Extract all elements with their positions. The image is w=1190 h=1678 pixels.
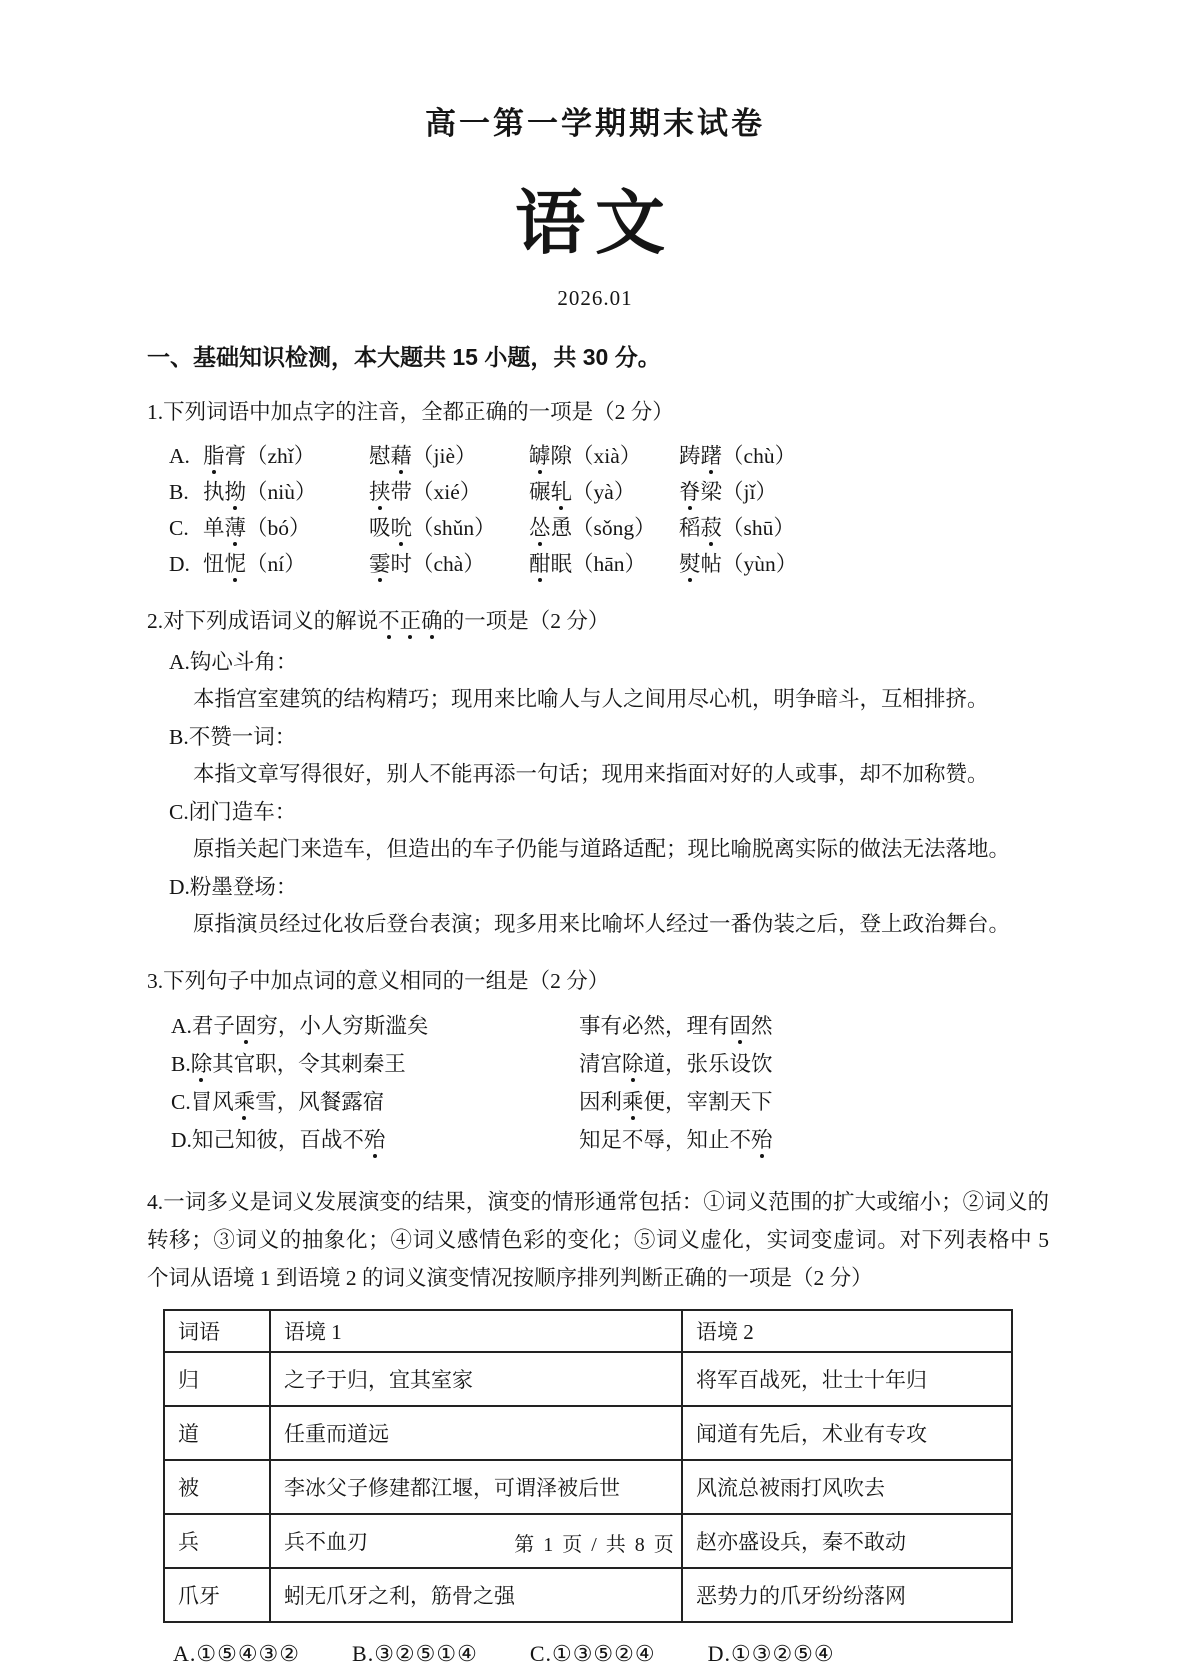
q1-word-d1: 忸怩（ní） [203,552,306,576]
q3-option-a-right: 事有必然，理有固然 [579,1014,773,1038]
q4-cell-word: 爪牙 [164,1568,270,1622]
question-3-options [147,1007,1049,1159]
q4-cell-word: 归 [164,1352,270,1406]
question-1-options [169,438,1049,582]
q4-cell-context2: 风流总被雨打风吹去 [682,1460,1012,1514]
q3-option-d-right: 知足不辱，知止不殆 [579,1128,773,1152]
q1-word-b3: 碾轧（yà） [529,480,636,504]
q1-word-b1: 执拗（niù） [203,480,317,504]
q4-cell-context2: 闻道有先后，术业有专攻 [682,1406,1012,1460]
q1-word-a4: 踌躇（chù） [679,444,797,468]
q4-answer-options [173,1641,1049,1667]
q3-option-a-left: A.君子固穷，小人穷斯滥矣 [171,1014,429,1038]
q1-option-label-a: A. [169,444,190,468]
q1-word-a3: 罅隙（xià） [529,444,642,468]
question-2-options [147,645,1049,942]
q4-cell-context1: 任重而道远 [270,1406,682,1460]
q3-option-row-c [171,1083,1049,1121]
q4-table-row-gui [164,1352,1012,1406]
q2-option-label-c: C.闭门造车： [169,800,297,824]
q1-word-d2: 霎时（chà） [369,552,485,576]
page-number: 第 1 页 / 共 8 页 [514,1534,676,1556]
q1-word-d4: 熨帖（yùn） [679,552,798,576]
q4-answer-d: D.①③②⑤④ [707,1641,835,1666]
question-2-stem: 2.对下列成语词义的解说不正确的一项是（2 分） [147,609,610,633]
q4-cell-context1: 之子于归，宜其室家 [270,1352,682,1406]
question-4-stem: 4.一词多义是词义发展演变的结果，演变的情形通常包括：①词义范围的扩大或缩小；②词义的转移；③词义的抽象化；④词义感情色彩的变化；⑤词义虚化，实词变虚词。对下列表格中 5 个词从语境 1 到语境 2 的词义演变情况按顺序排列判断正确的一项是（2 分） [147,1190,1049,1290]
q3-option-b-right: 清宫除道，张乐设饮 [579,1052,773,1076]
exam-title: 高一第一学期期末试卷 [425,106,765,141]
q1-word-c4: 稻菽（shū） [679,516,795,540]
q4-cell-word: 兵 [164,1514,270,1568]
q4-table-row-bei [164,1460,1012,1514]
q4-answer-b: B.③②⑤①④ [352,1641,478,1666]
q4-cell-word: 道 [164,1406,270,1460]
q4-cell-context2: 恶势力的爪牙纷纷落网 [682,1568,1012,1622]
q1-option-label-d: D. [169,552,190,576]
q4-cell-context1: 李冰父子修建都江堰，可谓泽被后世 [270,1460,682,1514]
q1-word-c2: 吸吮（shǔn） [369,516,496,540]
exam-body [147,341,1049,1667]
q2-option-label-b: B.不赞一词： [169,725,297,749]
q1-word-b2: 挟带（xié） [369,480,482,504]
question-1-stem: 1.下列词语中加点字的注音，全都正确的一项是（2 分） [147,400,674,424]
exam-date: 2026.01 [557,286,633,310]
q3-option-c-right: 因利乘便，宰割天下 [579,1090,773,1114]
q4-cell-word: 被 [164,1460,270,1514]
q4-header-context1: 语境 1 [270,1310,682,1352]
q3-option-d-left: D.知己知彼，百战不殆 [171,1128,386,1152]
section-1-heading: 一、基础知识检测，本大题共 15 小题，共 30 分。 [147,344,661,370]
q1-option-label-b: B. [169,480,189,504]
q4-cell-context2: 赵亦盛设兵，秦不敢动 [682,1514,1012,1568]
q1-option-row-c [169,510,1049,546]
q2-option-label-d: D.粉墨登场： [169,875,298,899]
q2-option-label-a: A.钩心斗角： [169,650,298,674]
q3-option-b-left: B.除其官职，令其刺秦王 [171,1052,406,1076]
question-3-stem: 3.下列句子中加点词的意义相同的一组是（2 分） [147,969,610,993]
q1-word-d3: 酣眠（hān） [529,552,647,576]
q4-table-header-row [164,1310,1012,1352]
q4-cell-context2: 将军百战死，壮士十年归 [682,1352,1012,1406]
q3-option-row-d [171,1121,1049,1159]
q2-option-text-b: 本指文章写得很好，别人不能再添一句话；现用来指面对好的人或事，却不加称赞。 [193,762,989,786]
q1-word-a2: 慰藉（jiè） [369,444,477,468]
q1-word-c3: 怂恿（sǒng） [529,516,656,540]
q4-answer-c: C.①③⑤②④ [529,1641,656,1666]
q4-word-table [163,1309,1013,1623]
q1-word-a1: 脂膏（zhǐ） [203,444,316,468]
q2-option-text-d: 原指演员经过化妆后登台表演；现多用来比喻坏人经过一番伪装之后，登上政治舞台。 [193,912,1011,936]
q4-table-row-zhaoya [164,1568,1012,1622]
q1-word-c1: 单薄（bó） [203,516,311,540]
subject-title: 语文 [515,186,675,263]
q2-option-text-c: 原指关起门来造车，但造出的车子仍能与道路适配；现比喻脱离实际的做法无法落地。 [193,837,1011,861]
q1-option-row-b [169,474,1049,510]
q4-header-context2: 语境 2 [682,1310,1012,1352]
q1-option-row-d [169,546,1049,582]
q3-option-row-a [171,1007,1049,1045]
q3-option-row-b [171,1045,1049,1083]
q1-option-row-a [169,438,1049,474]
q4-cell-context1: 蚓无爪牙之利，筋骨之强 [270,1568,682,1622]
q4-table-row-dao [164,1406,1012,1460]
q4-header-word: 词语 [164,1310,270,1352]
q1-option-label-c: C. [169,516,189,540]
q4-cell-context1: 兵不血刃 [270,1514,682,1568]
q2-option-text-a: 本指宫室建筑的结构精巧；现用来比喻人与人之间用尽心机，明争暗斗，互相排挤。 [193,687,989,711]
q3-option-c-left: C.冒风乘雪，风餐露宿 [171,1090,385,1114]
q1-word-b4: 脊梁（jǐ） [679,480,777,504]
q4-answer-a: A.①⑤④③② [173,1641,301,1666]
